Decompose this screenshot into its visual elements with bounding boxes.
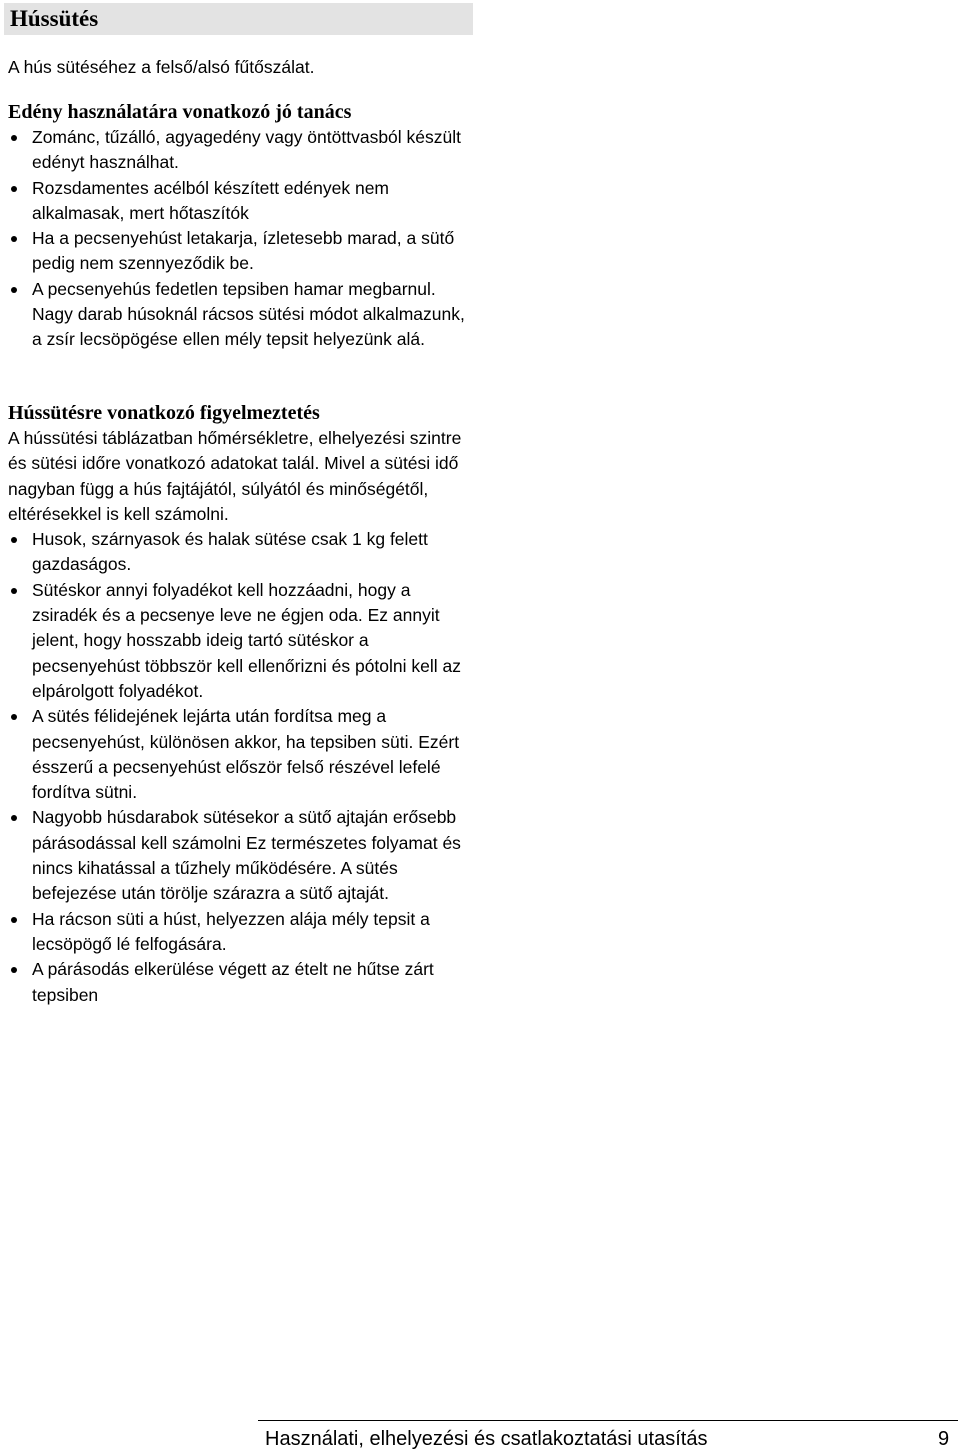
list-item: Husok, szárnyasok és halak sütése csak 1 kg felett gazdaságos.: [8, 527, 478, 578]
list-item: Rozsdamentes acélból készített edények nem alkalmasak, mert hőtaszítók: [8, 176, 478, 227]
section-roasting-warning: [8, 400, 478, 1008]
list-item: A pecsenyehús fedetlen tepsiben hamar megbarnul. Nagy darab húsoknál rácsos sütési módot alkalmazunk, a zsír lecsöpögése ellen mély tepsit helyezünk alá.: [8, 277, 478, 353]
title-bar: [4, 3, 473, 35]
list-item: A párásodás elkerülése végett az ételt ne hűtse zárt tepsiben: [8, 957, 478, 1008]
intro-text: A hús sütéséhez a felső/alsó fűtőszálat.: [8, 57, 315, 77]
list-item: Zománc, tűzálló, agyagedény vagy öntöttvasból készült edényt használhat.: [8, 125, 478, 176]
section-paragraph: A hússütési táblázatban hőmérsékletre, elhelyezési szintre és sütési időre vonatkozó adatokat talál. Mivel a sütési idő nagyban függ a hús fajtájától, súlyától és minőségétől, eltérésekkel is kell számolni.: [8, 428, 462, 524]
intro-block: [8, 55, 478, 80]
bullet-list: [8, 125, 478, 353]
page-number: 9: [938, 1428, 950, 1450]
section-heading: Hússütésre vonatkozó figyelmeztetés: [8, 402, 320, 424]
page-title: Hússütés: [10, 6, 99, 31]
list-item: Ha a pecsenyehúst letakarja, ízletesebb marad, a sütő pedig nem szennyeződik be.: [8, 226, 478, 277]
section-heading: Edény használatára vonatkozó jó tanács: [8, 101, 352, 123]
list-item: A sütés félidejének lejárta után fordítsa meg a pecsenyehúst, különösen akkor, ha tepsiben süti. Ezért ésszerű a pecsenyehúst először felső részével lefelé fordítva sütni.: [8, 704, 478, 805]
section-cookware-tips: [8, 99, 478, 353]
footer-title: Használati, elhelyezési és csatlakoztatási utasítás: [265, 1428, 708, 1450]
list-item: Ha rácson süti a húst, helyezzen alája mély tepsit a lecsöpögő lé felfogására.: [8, 907, 478, 958]
bullet-list: [8, 527, 478, 1008]
list-item: Nagyobb húsdarabok sütésekor a sütő ajtaján erősebb párásodással kell számolni Ez természetes folyamat és nincs kihatással a tűzhely működésére. A sütés befejezése után törölje szárazra a sütő ajtaját.: [8, 805, 478, 906]
list-item: Sütéskor annyi folyadékot kell hozzáadni, hogy a zsiradék és a pecsenye leve ne égjen oda. Ez annyit jelent, hogy hosszabb ideig tartó sütéskor a pecsenyehúst többször kell ellenőrizni és pótolni kell az elpárolgott folyadékot.: [8, 578, 478, 704]
footer-divider: [258, 1420, 958, 1421]
